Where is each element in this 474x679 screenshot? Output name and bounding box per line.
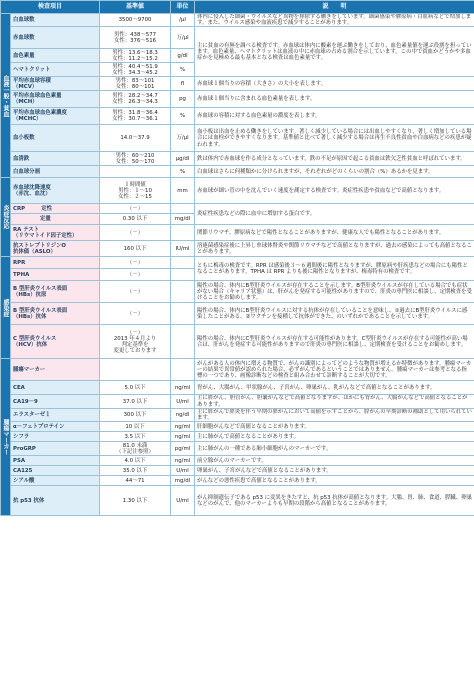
row-standard: （－） 2013 年４月より 判定基準を 変更しております [100,325,171,359]
row-standard: （－） [100,281,171,303]
row-standard: １時間値 男性：１～10 女性：２～15 [100,178,171,204]
row-unit: ng/ml [171,456,195,466]
row-desc: 主に肺がんで高値となることがあります。 [195,432,474,442]
row-standard: 男性：28.2～34.7 女性：26.3～34.3 [100,91,171,108]
row-unit: U/ml [171,395,195,408]
row-desc: 炎症性疾患などの際に血中に増加する蛋白です。 [195,204,474,225]
row-item: CA125 [11,466,100,476]
row-item: B 型肝炎ウイルス表面 （HBs）抗原 [11,281,100,303]
row-item: 定量 [11,214,100,225]
row-item: エラスターゼ１ [11,408,100,421]
row-item: シフラ [11,432,100,442]
table-row [1,303,474,325]
table-row [1,456,474,466]
row-standard: 男性：31.8～36.4 女性：30.7～36.1 [100,108,171,125]
row-standard: （－） [100,257,171,269]
table-row [1,27,474,49]
header-unit: 単位 [171,1,195,14]
row-item: 白血球数 [11,14,100,27]
table-row [1,408,474,421]
table-row [1,77,474,91]
row-unit: mg/dl [171,214,195,225]
row-standard: 37.0 以下 [100,395,171,408]
row-standard: 44～71 [100,476,171,486]
table-row [1,257,474,269]
row-item: シアル酸 [11,476,100,486]
header-desc: 説 明 [195,1,474,14]
row-unit: ng/ml [171,432,195,442]
row-unit: ng/ml [171,381,195,395]
row-standard: 160 以下 [100,241,171,257]
category-tumor [1,359,11,516]
row-unit: 万/μl [171,125,195,152]
row-standard: 3500～9700 [100,14,171,27]
row-item: RPR [11,257,100,269]
row-standard: 81.0 未満 （下記注参照） [100,442,171,456]
table-row [1,125,474,152]
row-standard: 男性：60～210 女性：50～170 [100,152,171,166]
row-standard [100,166,171,178]
row-desc: 赤血球が細い管の中を沈んでいく速度を測定する検査です。炎症性疾患や貧血などで高値となります。 [195,178,474,204]
table-body [1,14,474,516]
row-standard: （－） [100,225,171,241]
row-desc: 血小板は出血を止める働きをしています。著しく減少している場合には出血しやすくなり、著しく増加している場合には血栓ができやすくなります。基準値と比べて著しく減少する場合は再生不良性貧血や白血病などの疾患が疑われます。 [195,125,474,152]
row-unit: % [171,166,195,178]
row-desc: 主に膵がん、胆管がん、胆嚢がんなどで高値となりますが、ほかにも胃がん、大腸がんなどで高値となることがあります。 [195,395,474,408]
row-unit [171,281,195,303]
category-blood [1,14,11,178]
table-row [1,166,474,178]
row-standard: （－） [100,303,171,325]
row-item: 抗 p53 抗体 [11,486,100,516]
row-item: TPHA [11,269,100,281]
table-row [1,281,474,303]
row-item: 平均赤血球容積 （MCV） [11,77,100,91]
row-unit: pg/ml [171,442,195,456]
table-row [1,359,474,381]
row-unit: g/dl [171,49,195,63]
row-standard: 35.0 以下 [100,466,171,476]
table-row [1,466,474,476]
row-unit: fl [171,77,195,91]
row-standard: 10 以下 [100,422,171,432]
category-label: 感染症 [2,298,9,317]
row-desc: 白血球はさらに何種類かに分けられますが、それぞれがどのくらいの割合（%）あるかを見ます。 [195,166,474,178]
category-label: 血液一般・貧血 [2,74,9,117]
table-row [1,395,474,408]
row-unit [171,257,195,269]
row-item: ヘマトクリット [11,63,100,77]
row-desc: 胃がん、大腸がん、甲状腺がん、子宮がん、卵巣がん、乳がんなどで高値となることがあります。 [195,381,474,395]
row-standard [100,359,171,381]
row-item: RA テスト （リウマトイド因子定性） [11,225,100,241]
category-inflammation [1,178,11,257]
row-standard: 男性：438～577 女性：376～516 [100,27,171,49]
row-desc: がん抑制遺伝子である p53 に変異をきたすと、抗 p53 抗体が高値となります。大腸、胃、肺、食道、膵臓、卵巣などのがんで、他のマーカーよりも早期の段階から高値となることがあります。 [195,486,474,516]
row-standard: 5.0 以下 [100,381,171,395]
row-unit: pg [171,91,195,108]
table-row [1,486,474,516]
row-desc: がんがある人の体内に増える物質で、がんの識別によってどのような物質が増えるか特徴があります。腫瘍マーカーの結果で異常値が認められた場合、必ずがんであるということではありません。腫瘍マーカーは参考となる指標の一つであり、画像診断などの検査と組み合わせて診断することが大切です。 [195,359,474,381]
row-unit [171,269,195,281]
table-row [1,91,474,108]
row-desc: 体内に侵入した細菌・ウイルスなど異物を排除する働きをしています。細菌感染や膠原病・白血病などで増加します。また、ウイルス感染や血液疾患で減少することがあります。 [195,14,474,27]
row-desc: 卵巣がん、子宮がんなどで高値となることがあります。 [195,466,474,476]
row-desc: がんなどの悪性疾患で高値となることがあります。 [195,476,474,486]
row-unit [171,325,195,359]
row-desc: 陽性の場合、体内にC型肝炎ウイルスが存在する可能性があります。C型肝炎ウイルスが存在する可能性が高い場合は、肝がんを発症する可能性がありますので肝炎の専門医に相談し、定期検査を受けることをお勧めします。 [195,325,474,359]
row-standard: 300 以下 [100,408,171,421]
row-item: 平均赤血球血色素濃度 （MCHC） [11,108,100,125]
row-item: 白血球分画 [11,166,100,178]
category-label: 腫瘍マーカー [2,419,9,456]
row-item: ProGRP [11,442,100,456]
row-standard: （－） [100,204,171,214]
row-desc: 溶連菌感染症後に上昇し糸球体腎炎や関節リウマチなどで高値となりますが、過去の感染によっても高値となることがあります。 [195,241,474,257]
table-row [1,241,474,257]
row-item: 平均赤血球血色素量 （MCH） [11,91,100,108]
row-item: α－フェトプロテイン [11,422,100,432]
row-item: CEA [11,381,100,395]
table-row [1,381,474,395]
row-desc: 主に膵がんで膵炎を伴う早期の膵がんにおいて高値を示すことから、膵がんの早期診断の補助として用いられています。 [195,408,474,421]
row-unit: mm [171,178,195,204]
row-item: C 型肝炎ウイルス （HCV）抗体 [11,325,100,359]
row-unit: mg/dl [171,476,195,486]
row-desc: ともに梅毒の検査です。RPR は感染後３～６週間後に陽性となりますが、膠原病や肝疾患などの場合にも陽性となることがあります。TPHA は RPR よりも後に陽性となりますが、梅毒特有の検査です。 [195,257,474,281]
row-standard: （－） [100,269,171,281]
row-standard: 1.30 以下 [100,486,171,516]
row-desc: 肝細胞がんなどで高値となることがあります。 [195,422,474,432]
row-desc: 赤血球の容積に対する血色素量の濃度を表します。 [195,108,474,125]
row-standard: 男性：13.6～18.3 女性：11.2～15.2 [100,49,171,63]
row-item: 腫瘍マーカー [11,359,100,381]
row-item: 抗ストレプトリジンO 抗体価（ASLO） [11,241,100,257]
table-row [1,442,474,456]
row-desc: 関節リウマチ、膠原病などで陽性となることがありますが、健康な人でも陽性となることがあります。 [195,225,474,241]
category-infection [1,257,11,359]
row-desc: 鉄は体内で赤血球を作る成分となっています。鉄の不足が原因で起こる貧血は鉄欠乏性貧血と呼ばれています。 [195,152,474,166]
row-desc: 赤血球１個当りの容積（大きさ）の大小を表します。 [195,77,474,91]
category-label: 炎症反応 [2,205,9,230]
table-row [1,325,474,359]
row-unit: % [171,63,195,77]
row-item: B 型肝炎ウイルス表面 （HBs）抗体 [11,303,100,325]
table-row [1,204,474,214]
table-row [1,432,474,442]
table-row [1,152,474,166]
row-desc: 赤血球１個当りに含まれる血色素量を表します。 [195,91,474,108]
row-desc: 前立腺がんのマーカーです。 [195,456,474,466]
table-row [1,14,474,27]
row-item: 赤血球数 [11,27,100,49]
table-row [1,178,474,204]
row-unit: % [171,108,195,125]
row-standard: 14.0～37.9 [100,125,171,152]
row-unit [171,204,195,214]
row-unit: U/ml [171,466,195,476]
table-row [1,422,474,432]
row-standard: 男性：83～101 女性：80～101 [100,77,171,91]
row-unit: IU/ml [171,241,195,257]
row-unit: ng/ml [171,422,195,432]
row-standard: 4.0 以下 [100,456,171,466]
row-desc: 主に貧血の有無を調べる検査です。赤血球は体内に酸素を運ぶ働きをしており、血色素量値を運ぶ役割を担っています。血色素量、ヘマトクリットは血液の中に赤血球の占める割合を示しています。この中で貧血かどうかや多血症かを見極める最も基本となる検査は血色素量です。 [195,27,474,77]
row-unit [171,225,195,241]
row-unit: /μl [171,14,195,27]
row-desc: 主に肺がんの一種である肺小細胞がんのマーカーです。 [195,442,474,456]
row-item: CA19－9 [11,395,100,408]
row-standard: 男性：40.4～51.9 女性：34.3～45.2 [100,63,171,77]
row-unit: μg/dl [171,152,195,166]
row-unit [171,303,195,325]
table-row [1,476,474,486]
row-unit: 万/μl [171,27,195,49]
row-desc: 陽性の場合、体内にB型肝炎ウイルスに対する抗体が存在していることを意味し、①過去にB型肝炎ウイルスに感染したことがある、②ワクチンを接種して抗体ができた、のいずれかであることを示しています。 [195,303,474,325]
header-item: 検査項目 [1,1,100,14]
row-unit: U/ml [171,486,195,516]
row-standard: 0.30 以下 [100,214,171,225]
table-row [1,108,474,125]
table-row [1,225,474,241]
row-item: 血色素量 [11,49,100,63]
header-standard: 基準値 [100,1,171,14]
row-item: 血清鉄 [11,152,100,166]
row-unit [171,359,195,381]
row-item: 血小板数 [11,125,100,152]
row-item: CRP 定性 [11,204,100,214]
row-desc: 陽性の場合、体内にB型肝炎ウイルスが存在することを示します。B型肝炎ウイルスが存在している場合でも症状がない場合（キャリア状態）は、肝がんを発症する可能性がありますので、肝炎の専門医に相談し、定期検査を受けることをお勧めします。 [195,281,474,303]
table-header-row [1,1,474,14]
row-item: PSA [11,456,100,466]
row-unit: ng/dl [171,408,195,421]
row-standard: 3.5 以下 [100,432,171,442]
row-item: 赤血球沈降速度 （赤沈、血沈） [11,178,100,204]
